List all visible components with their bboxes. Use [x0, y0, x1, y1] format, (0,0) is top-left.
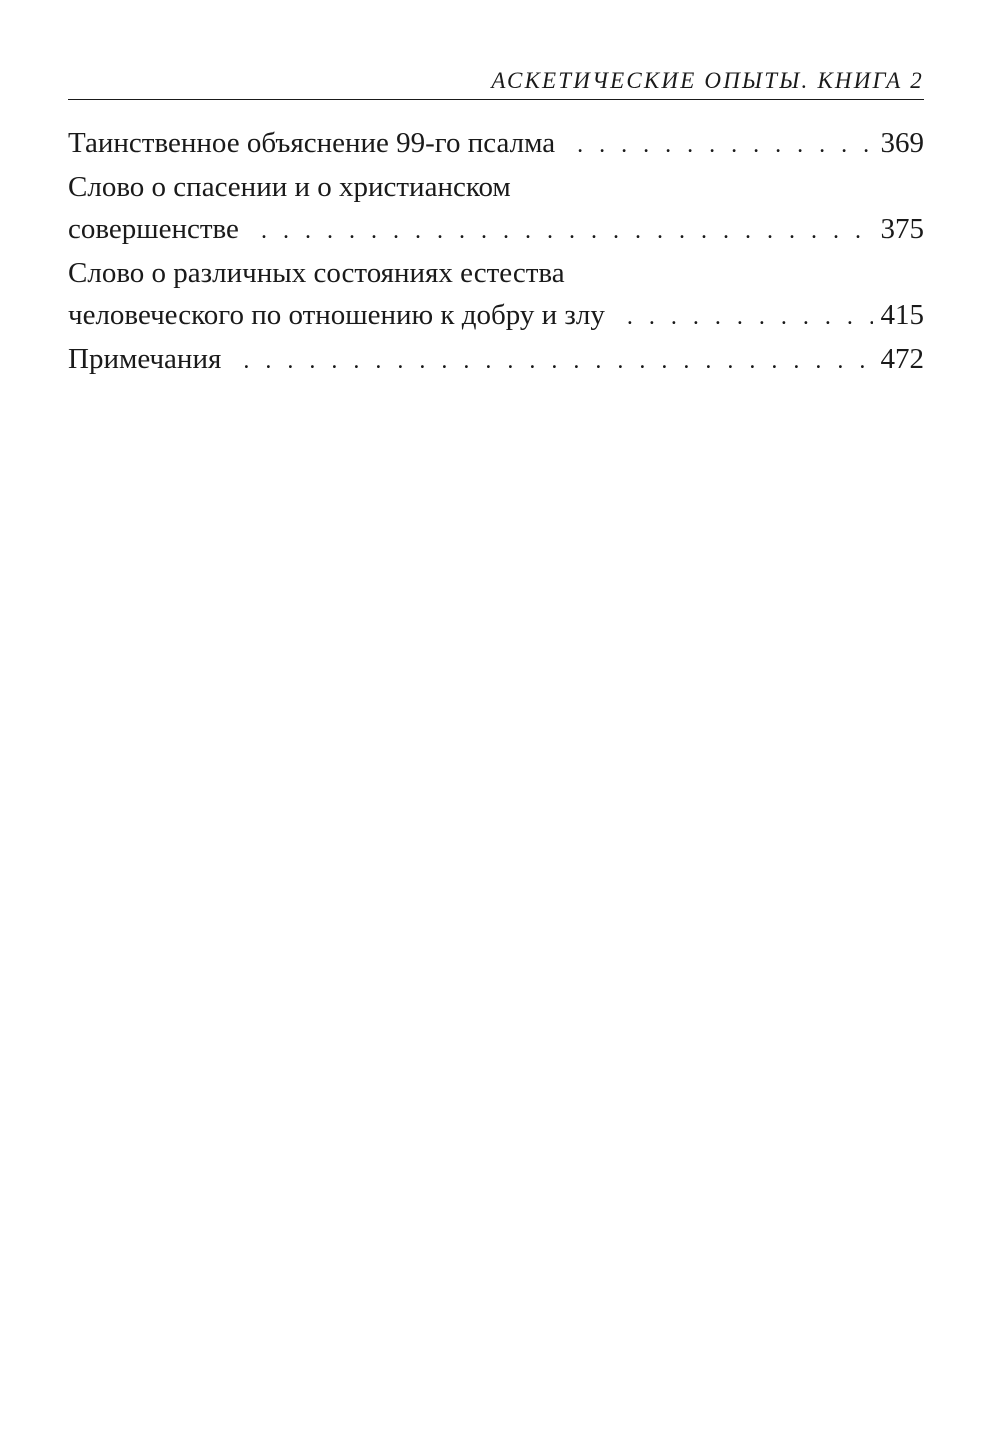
toc-entry-line: [68, 338, 924, 382]
toc-entry-title: Примечания: [68, 343, 222, 375]
toc-entry-salvation: [68, 166, 924, 252]
toc-entry-first-line: [68, 166, 924, 208]
toc-entry-psalm-99: [68, 122, 924, 166]
table-of-contents: [68, 122, 924, 382]
toc-entry-first-line: [68, 252, 924, 294]
toc-entry-line: [68, 294, 924, 338]
dot-leader: [627, 294, 873, 338]
toc-entry-states-of-nature: [68, 252, 924, 338]
toc-entry-line: [68, 122, 924, 166]
toc-entry-notes: [68, 338, 924, 382]
toc-page-number: 415: [880, 299, 924, 331]
dot-leader: [243, 338, 872, 382]
toc-entry-title: Таинственное объяснение 99-го псалма: [68, 127, 556, 159]
toc-page-number: 375: [880, 213, 924, 245]
toc-entry-title-part1: Слово о различных состояниях естества: [68, 257, 565, 289]
dot-leader: [261, 208, 873, 252]
toc-entry-line: [68, 208, 924, 252]
toc-page-number: 472: [880, 343, 924, 375]
dot-leader: [577, 122, 872, 166]
toc-entry-title-part1: Слово о спасении и о христианском: [68, 171, 511, 203]
toc-entry-title: совершенстве: [68, 213, 239, 245]
toc-entry-title: человеческого по отношению к добру и злу: [68, 299, 605, 331]
toc-page-number: 369: [880, 127, 924, 159]
running-head: АСКЕТИЧЕСКИЕ ОПЫТЫ. КНИГА 2: [68, 66, 924, 100]
